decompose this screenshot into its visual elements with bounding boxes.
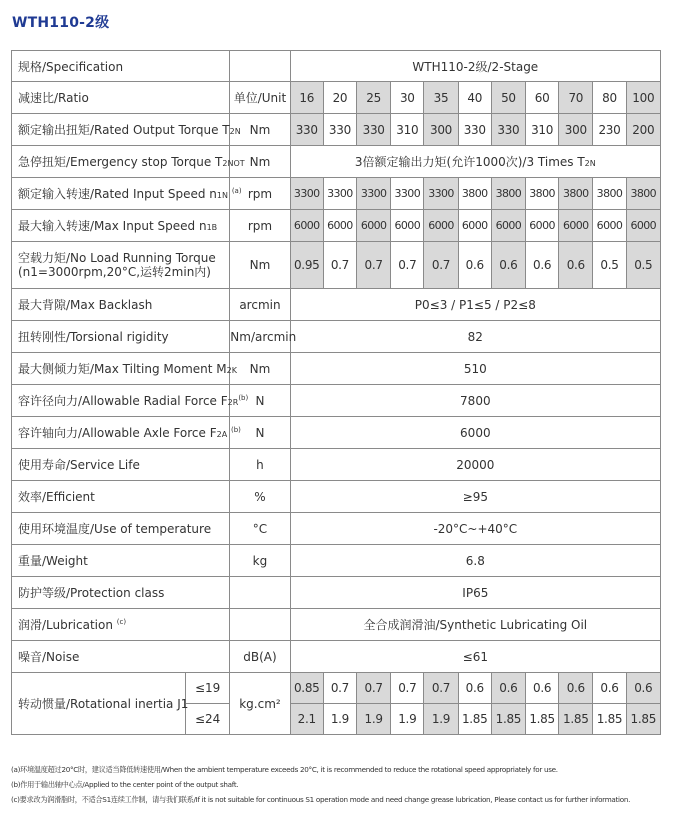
lubrication-unit bbox=[230, 609, 290, 641]
row-rated-torque bbox=[12, 114, 661, 146]
max-speed-value: 6000 bbox=[491, 210, 525, 242]
efficiency-value: ≥95 bbox=[290, 481, 660, 513]
no-load-value: 0.6 bbox=[491, 242, 525, 289]
rated-torque-unit: Nm bbox=[230, 114, 290, 146]
rigidity-unit: Nm/arcmin bbox=[230, 321, 290, 353]
inertia-value: 1.85 bbox=[593, 704, 626, 735]
no-load-value: 0.5 bbox=[626, 242, 660, 289]
inertia-value: 1.9 bbox=[391, 704, 424, 735]
row-ratio bbox=[12, 82, 661, 114]
rated-speed-value: 3800 bbox=[593, 178, 626, 210]
ratio-label: 减速比/Ratio bbox=[12, 82, 230, 114]
rated-speed-value: 3800 bbox=[491, 178, 525, 210]
row-no-load bbox=[12, 242, 661, 289]
inertia-value: 1.85 bbox=[559, 704, 593, 735]
footnotes bbox=[11, 762, 630, 807]
rated-torque-value: 330 bbox=[357, 114, 391, 146]
axial-value: 6000 bbox=[290, 417, 660, 449]
no-load-value: 0.95 bbox=[290, 242, 323, 289]
inertia-value: 1.85 bbox=[626, 704, 660, 735]
no-load-value: 0.5 bbox=[593, 242, 626, 289]
emergency-torque-unit: Nm bbox=[230, 146, 290, 178]
efficiency-label: 效率/Efficient bbox=[12, 481, 230, 513]
inertia-value: 0.7 bbox=[391, 673, 424, 704]
max-speed-value: 6000 bbox=[357, 210, 391, 242]
spec-label: 规格/Specification bbox=[12, 51, 230, 82]
spec-unit bbox=[230, 51, 290, 82]
rated-torque-value: 330 bbox=[290, 114, 323, 146]
efficiency-unit: % bbox=[230, 481, 290, 513]
no-load-value: 0.6 bbox=[559, 242, 593, 289]
inertia-value: 1.9 bbox=[323, 704, 356, 735]
tilting-label: 最大侧倾力矩/Max Tilting Moment M2K bbox=[12, 353, 230, 385]
no-load-value: 0.6 bbox=[458, 242, 491, 289]
rated-speed-unit: rpm bbox=[230, 178, 290, 210]
footnote: (b)作用于输出轴中心点/Applied to the center point of the output shaft. bbox=[11, 780, 239, 789]
ratio-value: 100 bbox=[626, 82, 660, 114]
rated-torque-value: 300 bbox=[559, 114, 593, 146]
row-emergency-torque bbox=[12, 146, 661, 178]
inertia-value: 2.1 bbox=[290, 704, 323, 735]
radial-value: 7800 bbox=[290, 385, 660, 417]
emergency-torque-label: 急停扭矩/Emergency stop Torque T2NOT bbox=[12, 146, 230, 178]
temperature-label: 使用环境温度/Use of temperature bbox=[12, 513, 230, 545]
no-load-unit: Nm bbox=[230, 242, 290, 289]
page-title: WTH110-2级 bbox=[12, 15, 110, 31]
life-value: 20000 bbox=[290, 449, 660, 481]
row-protection bbox=[12, 577, 661, 609]
no-load-value: 0.6 bbox=[526, 242, 559, 289]
backlash-value: P0≤3 / P1≤5 / P2≤8 bbox=[290, 289, 660, 321]
ratio-value: 30 bbox=[391, 82, 424, 114]
inertia-value: 0.7 bbox=[357, 673, 391, 704]
ratio-value: 40 bbox=[458, 82, 491, 114]
rated-speed-value: 3800 bbox=[626, 178, 660, 210]
inertia-value: 0.6 bbox=[458, 673, 491, 704]
rated-torque-value: 330 bbox=[491, 114, 525, 146]
weight-value: 6.8 bbox=[290, 545, 660, 577]
footnote: (c)要求改为润滑脂时，不适合S1连续工作制，请与我们联系/If it is not suitable for continuous S1 operation mode and need change grease lubrication, Please contact us for further information. bbox=[11, 795, 631, 804]
ratio-value: 20 bbox=[323, 82, 356, 114]
no-load-value: 0.7 bbox=[424, 242, 458, 289]
weight-unit: kg bbox=[230, 545, 290, 577]
backlash-unit: arcmin bbox=[230, 289, 290, 321]
temperature-unit: °C bbox=[230, 513, 290, 545]
max-speed-value: 6000 bbox=[526, 210, 559, 242]
tilting-unit: Nm bbox=[230, 353, 290, 385]
footnote: (a)环境温度超过20°C时，建议适当降低转速使用/When the ambient temperature exceeds 20°C, it is recommended to reduce the rotational speed appropriately for use. bbox=[11, 765, 558, 774]
rated-torque-value: 230 bbox=[593, 114, 626, 146]
rated-torque-value: 330 bbox=[458, 114, 491, 146]
ratio-value: 25 bbox=[357, 82, 391, 114]
row-efficiency bbox=[12, 481, 661, 513]
inertia-value: 0.7 bbox=[424, 673, 458, 704]
inertia-unit: kg.cm² bbox=[230, 673, 290, 735]
row-tilting bbox=[12, 353, 661, 385]
lubrication-label: 润滑/Lubrication $^{(c)}$ bbox=[12, 609, 230, 641]
ratio-unit: 单位/Unit bbox=[230, 82, 290, 114]
inertia-value: 0.6 bbox=[626, 673, 660, 704]
ratio-value: 35 bbox=[424, 82, 458, 114]
row-backlash bbox=[12, 289, 661, 321]
rated-speed-value: 3800 bbox=[458, 178, 491, 210]
max-speed-value: 6000 bbox=[559, 210, 593, 242]
rated-torque-value: 300 bbox=[424, 114, 458, 146]
ratio-value: 70 bbox=[559, 82, 593, 114]
row-axial bbox=[12, 417, 661, 449]
inertia-sub-label: ≤24 bbox=[186, 704, 230, 735]
rated-torque-value: 310 bbox=[391, 114, 424, 146]
ratio-value: 60 bbox=[526, 82, 559, 114]
max-speed-value: 6000 bbox=[391, 210, 424, 242]
row-life bbox=[12, 449, 661, 481]
row-max-speed bbox=[12, 210, 661, 242]
rated-torque-value: 200 bbox=[626, 114, 660, 146]
row-weight bbox=[12, 545, 661, 577]
temperature-value: -20°C~+40°C bbox=[290, 513, 660, 545]
life-label: 使用寿命/Service Life bbox=[12, 449, 230, 481]
protection-label: 防护等级/Protection class bbox=[12, 577, 230, 609]
row-rigidity bbox=[12, 321, 661, 353]
rated-speed-value: 3300 bbox=[391, 178, 424, 210]
rated-speed-value: 3300 bbox=[357, 178, 391, 210]
inertia-value: 1.9 bbox=[357, 704, 391, 735]
inertia-value: 0.7 bbox=[323, 673, 356, 704]
spec-table bbox=[11, 50, 661, 735]
row-lubrication bbox=[12, 609, 661, 641]
rated-speed-value: 3300 bbox=[290, 178, 323, 210]
no-load-value: 0.7 bbox=[391, 242, 424, 289]
row-rated-speed bbox=[12, 178, 661, 210]
max-speed-unit: rpm bbox=[230, 210, 290, 242]
inertia-label: 转动惯量/Rotational inertia J1 bbox=[12, 673, 186, 735]
inertia-value: 0.6 bbox=[559, 673, 593, 704]
axial-label: 容许轴向力/Allowable Axle Force F2A $^{(b)}$ bbox=[12, 417, 230, 449]
rated-torque-value: 330 bbox=[323, 114, 356, 146]
rated-torque-value: 310 bbox=[526, 114, 559, 146]
max-speed-value: 6000 bbox=[593, 210, 626, 242]
noise-label: 噪音/Noise bbox=[12, 641, 230, 673]
ratio-value: 50 bbox=[491, 82, 525, 114]
no-load-value: 0.7 bbox=[323, 242, 356, 289]
no-load-label: 空载力矩/No Load Running Torque (n1=3000rpm,20°C,运转2min内) bbox=[12, 242, 230, 289]
rated-speed-value: 3300 bbox=[424, 178, 458, 210]
row-radial bbox=[12, 385, 661, 417]
rigidity-label: 扭转刚性/Torsional rigidity bbox=[12, 321, 230, 353]
max-speed-value: 6000 bbox=[323, 210, 356, 242]
life-unit: h bbox=[230, 449, 290, 481]
emergency-torque-value: 3倍额定输出力矩(允许1000次)/3 Times T2N bbox=[290, 146, 660, 178]
backlash-label: 最大背隙/Max Backlash bbox=[12, 289, 230, 321]
rated-speed-label: 额定输入转速/Rated Input Speed n1N $^{(a)}$ bbox=[12, 178, 230, 210]
rigidity-value: 82 bbox=[290, 321, 660, 353]
inertia-value: 1.85 bbox=[491, 704, 525, 735]
row-inertia-1 bbox=[12, 673, 661, 704]
rated-speed-value: 3300 bbox=[323, 178, 356, 210]
protection-unit bbox=[230, 577, 290, 609]
inertia-sub-label: ≤19 bbox=[186, 673, 230, 704]
rated-speed-value: 3800 bbox=[526, 178, 559, 210]
radial-unit: N bbox=[230, 385, 290, 417]
inertia-value: 1.85 bbox=[458, 704, 491, 735]
max-speed-value: 6000 bbox=[458, 210, 491, 242]
weight-label: 重量/Weight bbox=[12, 545, 230, 577]
inertia-value: 0.6 bbox=[526, 673, 559, 704]
inertia-value: 1.9 bbox=[424, 704, 458, 735]
inertia-value: 0.6 bbox=[491, 673, 525, 704]
rated-torque-label: 额定输出扭矩/Rated Output Torque T2N bbox=[12, 114, 230, 146]
row-specification bbox=[12, 51, 661, 82]
lubrication-value: 全合成润滑油/Synthetic Lubricating Oil bbox=[290, 609, 660, 641]
inertia-value: 0.6 bbox=[593, 673, 626, 704]
ratio-value: 80 bbox=[593, 82, 626, 114]
spec-value: WTH110-2级/2-Stage bbox=[290, 51, 660, 82]
inertia-value: 1.85 bbox=[526, 704, 559, 735]
ratio-value: 16 bbox=[290, 82, 323, 114]
max-speed-label: 最大输入转速/Max Input Speed n1B bbox=[12, 210, 230, 242]
no-load-value: 0.7 bbox=[357, 242, 391, 289]
rated-speed-value: 3800 bbox=[559, 178, 593, 210]
row-temperature bbox=[12, 513, 661, 545]
radial-label: 容许径向力/Allowable Radial Force $F2R^{(b)}$ bbox=[12, 385, 230, 417]
noise-unit: dB(A) bbox=[230, 641, 290, 673]
max-speed-value: 6000 bbox=[424, 210, 458, 242]
noise-value: ≤61 bbox=[290, 641, 660, 673]
row-noise bbox=[12, 641, 661, 673]
tilting-value: 510 bbox=[290, 353, 660, 385]
axial-unit: N bbox=[230, 417, 290, 449]
inertia-value: 0.85 bbox=[290, 673, 323, 704]
max-speed-value: 6000 bbox=[626, 210, 660, 242]
protection-value: IP65 bbox=[290, 577, 660, 609]
max-speed-value: 6000 bbox=[290, 210, 323, 242]
